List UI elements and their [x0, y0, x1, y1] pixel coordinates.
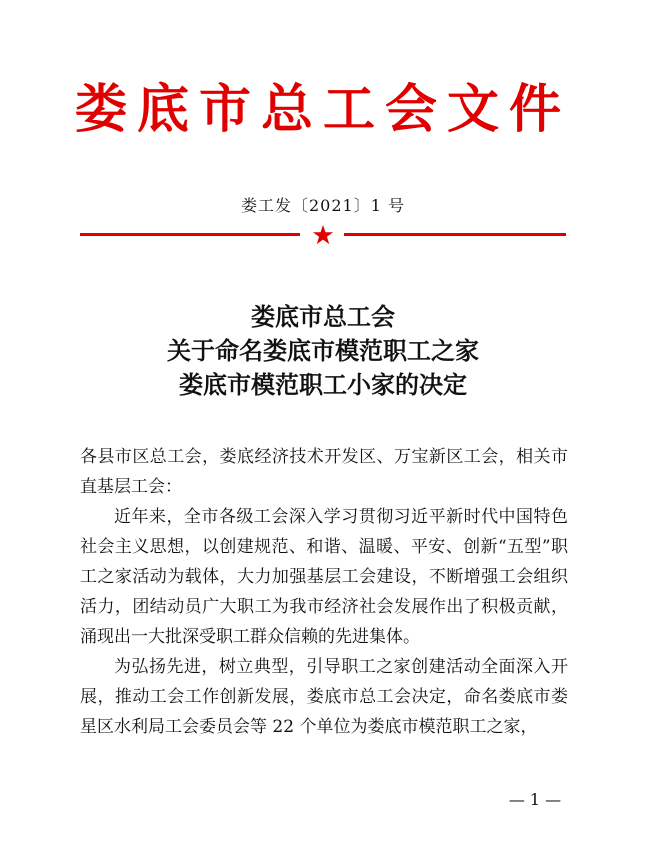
document-number: 娄工发〔2021〕1 号	[241, 196, 405, 215]
document-body	[80, 442, 568, 742]
title-line-1: 娄底市总工会	[251, 302, 395, 331]
title-line-3: 娄底市模范职工小家的决定	[179, 370, 467, 399]
star-icon	[312, 225, 334, 245]
paragraph-2: 为弘扬先进，树立典型，引导职工之家创建活动全面深入开展，推动工会工作创新发展，娄底市总工会决定，命名娄底市娄星区水利局工会委员会等 22 个单位为娄底市模范职工之家，	[80, 657, 568, 737]
paragraph-1: 近年来，全市各级工会深入学习贯彻习近平新时代中国特色社会主义思想，以创建规范、和谐、温暖、平安、创新“五型”职工之家活动为载体，大力加强基层工会建设，不断增强工会组织活力，团结动员广大职工为我市经济社会发展作出了积极贡献，涌现出一大批深受职工群众信赖的先进集体。	[80, 507, 568, 647]
header-divider	[80, 225, 566, 245]
salutation: 各县市区总工会，娄底经济技术开发区、万宝新区工会，相关市直基层工会：	[80, 447, 568, 497]
document-header-title: 娄底市总工会文件	[74, 79, 571, 140]
page-number: — 1 —	[508, 790, 562, 809]
title-line-2: 关于命名娄底市模范职工之家	[167, 336, 479, 365]
divider-line-right	[344, 233, 566, 236]
document-title	[0, 300, 646, 402]
divider-line-left	[80, 233, 300, 236]
